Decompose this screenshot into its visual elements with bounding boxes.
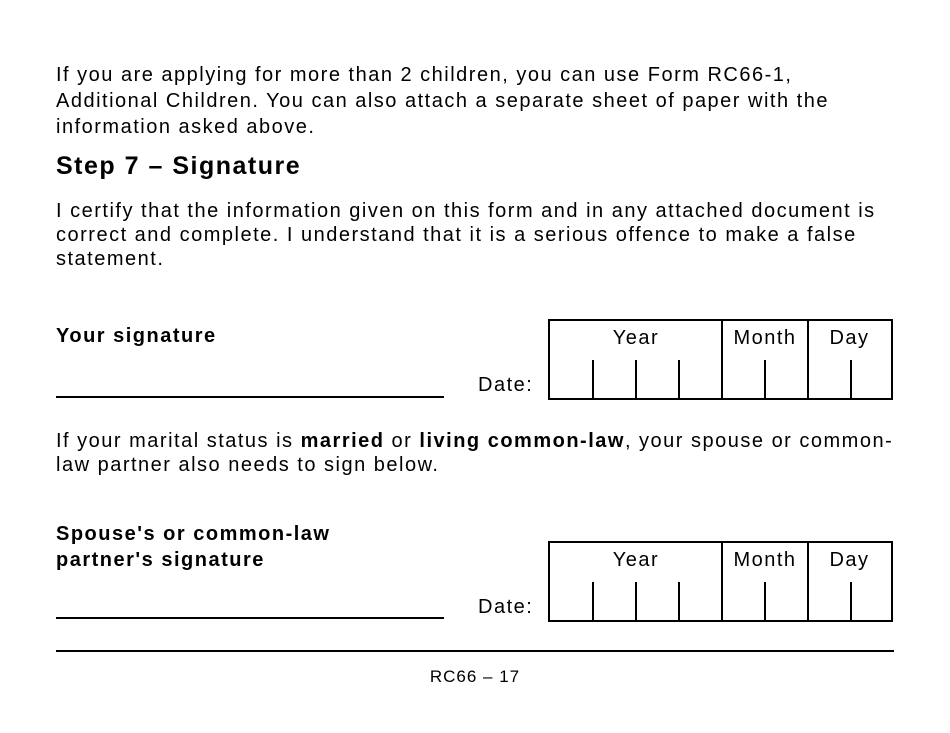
digit-divider	[678, 582, 680, 620]
text: If your marital status is	[56, 430, 301, 452]
digit-divider	[592, 582, 594, 620]
divider	[721, 321, 723, 398]
your-signature-date-box[interactable]	[548, 319, 893, 400]
digit-divider	[592, 360, 594, 398]
digit-divider	[635, 360, 637, 398]
intro-paragraph: If you are applying for more than 2 children, you can use Form RC66-1, Additional Children. You can also attach a separate sheet of paper with the information asked above.	[56, 64, 829, 138]
marital-status-paragraph	[56, 429, 896, 477]
date-label: Date:	[478, 596, 534, 618]
spouse-signature-label	[56, 521, 330, 573]
spouse-signature-line[interactable]	[56, 617, 444, 619]
digit-divider	[764, 360, 766, 398]
digit-divider	[635, 582, 637, 620]
label-line-2: partner's signature	[56, 549, 265, 571]
month-label: Month	[733, 327, 797, 349]
your-signature-line[interactable]	[56, 396, 444, 398]
text: or	[384, 430, 420, 452]
year-label: Year	[612, 549, 660, 571]
divider	[807, 543, 809, 620]
bold-text: living common-law	[419, 430, 625, 452]
spouse-signature-date-box[interactable]	[548, 541, 893, 622]
certification-paragraph: I certify that the information given on this form and in any attached document is correct and complete. I understand that it is a serious offence to make a false statement.	[56, 200, 876, 270]
step-heading: Step 7 – Signature	[56, 152, 302, 180]
digit-divider	[764, 582, 766, 620]
text: , your spouse or common-law partner also needs to sign below.	[56, 430, 894, 476]
digit-divider	[850, 582, 852, 620]
day-label: Day	[829, 549, 870, 571]
bold-text: married	[300, 430, 385, 452]
divider	[807, 321, 809, 398]
year-label: Year	[612, 327, 660, 349]
digit-divider	[850, 360, 852, 398]
divider	[721, 543, 723, 620]
digit-divider	[678, 360, 680, 398]
label-line-1: Spouse's or common-law	[56, 523, 331, 545]
your-signature-label: Your signature	[56, 325, 217, 347]
month-label: Month	[733, 549, 797, 571]
footer-rule	[56, 650, 894, 652]
page-footer: RC66 – 17	[429, 667, 521, 686]
day-label: Day	[829, 327, 870, 349]
date-label: Date:	[478, 374, 534, 396]
